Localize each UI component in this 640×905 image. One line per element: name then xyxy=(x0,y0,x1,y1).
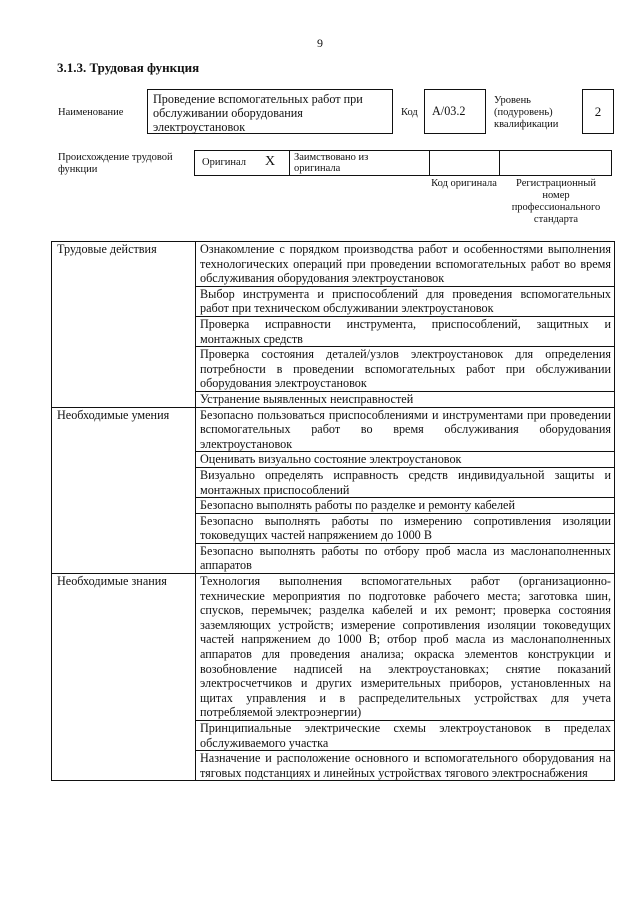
table-row xyxy=(52,407,615,452)
original-cell xyxy=(195,151,290,175)
labor-function-table xyxy=(51,241,615,781)
row-item: Устранение выявленных неисправностей xyxy=(196,391,615,407)
level-value-box xyxy=(582,89,614,134)
row-item: Выбор инструмента и приспособлений для проведения вспомогательных работ при техническом обслуживании электроустановок xyxy=(196,286,615,316)
row-item: Визуально определять исправность средств индивидуальной защиты и монтажных приспособлений xyxy=(196,467,615,497)
row-item: Безопасно выполнять работы по измерению сопротивления изоляции токоведущих частей напряжением до 1000 В xyxy=(196,513,615,543)
page-number: 9 xyxy=(317,36,323,50)
name-value-box xyxy=(147,89,393,134)
row-item: Безопасно выполнять работы по отбору проб масла из маслонаполненных аппаратов xyxy=(196,543,615,573)
name-label: Наименование xyxy=(58,107,124,118)
table-row xyxy=(52,242,615,287)
code-original-cell xyxy=(430,151,500,175)
row-item: Ознакомление с порядком производства работ и особенностями выполнения технологических операций при проведении вспомогательных работ во время обслуживания оборудования электроустановок xyxy=(196,242,615,287)
original-label: Оригинал xyxy=(202,157,246,168)
borrowed-cell xyxy=(290,151,430,175)
table-row xyxy=(52,574,615,721)
code-original-label: Код оригинала xyxy=(431,178,497,189)
original-mark: X xyxy=(265,154,276,169)
row-item: Проверка исправности инструмента, приспособлений, защитных и монтажных средств xyxy=(196,316,615,346)
level-value: 2 xyxy=(594,104,602,119)
row-item: Проверка состояния деталей/узлов электроустановок для определения потребности в проведении вспомогательных работ при обслуживании оборудования электроустановок xyxy=(196,347,615,392)
reg-number-cell xyxy=(500,151,611,175)
reg-number-label: Регистрационный номер профессионального стандарта xyxy=(511,178,601,225)
row-item: Технология выполнения вспомогательных работ (организационно-технические мероприятия по подготовке рабочего места; заготовка шин, спусков, перемычек; разделка кабелей и их ремонт; проверка состояния заземляющих устройств; измерение сопротивления изоляции токоведущих частей напряжением до 1000 В; отбор проб масла из маслонаполненных аппаратов для проведения анализа; окраска элементов конструкции и возобновление надписей на электроустановках; снятие показаний электросчетчиков и других измерительных приборов, установленных на щитах управления и в распределительных устройствах для учета потребляемой электроэнергии) xyxy=(196,574,615,721)
section-title: 3.1.3. Трудовая функция xyxy=(57,60,200,75)
row-item: Назначение и расположение основного и вспомогательного оборудования на тяговых подстанциях и линейных устройствах тягового электроснабжения xyxy=(196,751,615,781)
code-value: А/03.2 xyxy=(432,104,466,118)
row-category-label: Необходимые умения xyxy=(52,407,196,574)
row-item: Принципиальные электрические схемы электроустановок в пределах обслуживаемого участка xyxy=(196,721,615,751)
row-item: Безопасно выполнять работы по разделке и ремонту кабелей xyxy=(196,498,615,514)
code-label: Код xyxy=(401,107,418,118)
row-item: Оценивать визуально состояние электроустановок xyxy=(196,452,615,468)
origin-table xyxy=(194,150,612,176)
borrowed-label: Заимствовано из оригинала xyxy=(294,152,369,174)
level-label: Уровень (подуровень) квалификации xyxy=(494,95,559,130)
code-value-box xyxy=(424,89,486,134)
row-item: Безопасно пользоваться приспособлениями и инструментами при проведении вспомогательных работ во время обслуживания оборудования электроустановок xyxy=(196,407,615,452)
row-category-label: Трудовые действия xyxy=(52,242,196,408)
origin-label: Происхождение трудовой функции xyxy=(58,152,173,175)
name-value: Проведение вспомогательных работ при обслуживании оборудования электроустановок xyxy=(153,92,363,134)
row-category-label: Необходимые знания xyxy=(52,574,196,781)
